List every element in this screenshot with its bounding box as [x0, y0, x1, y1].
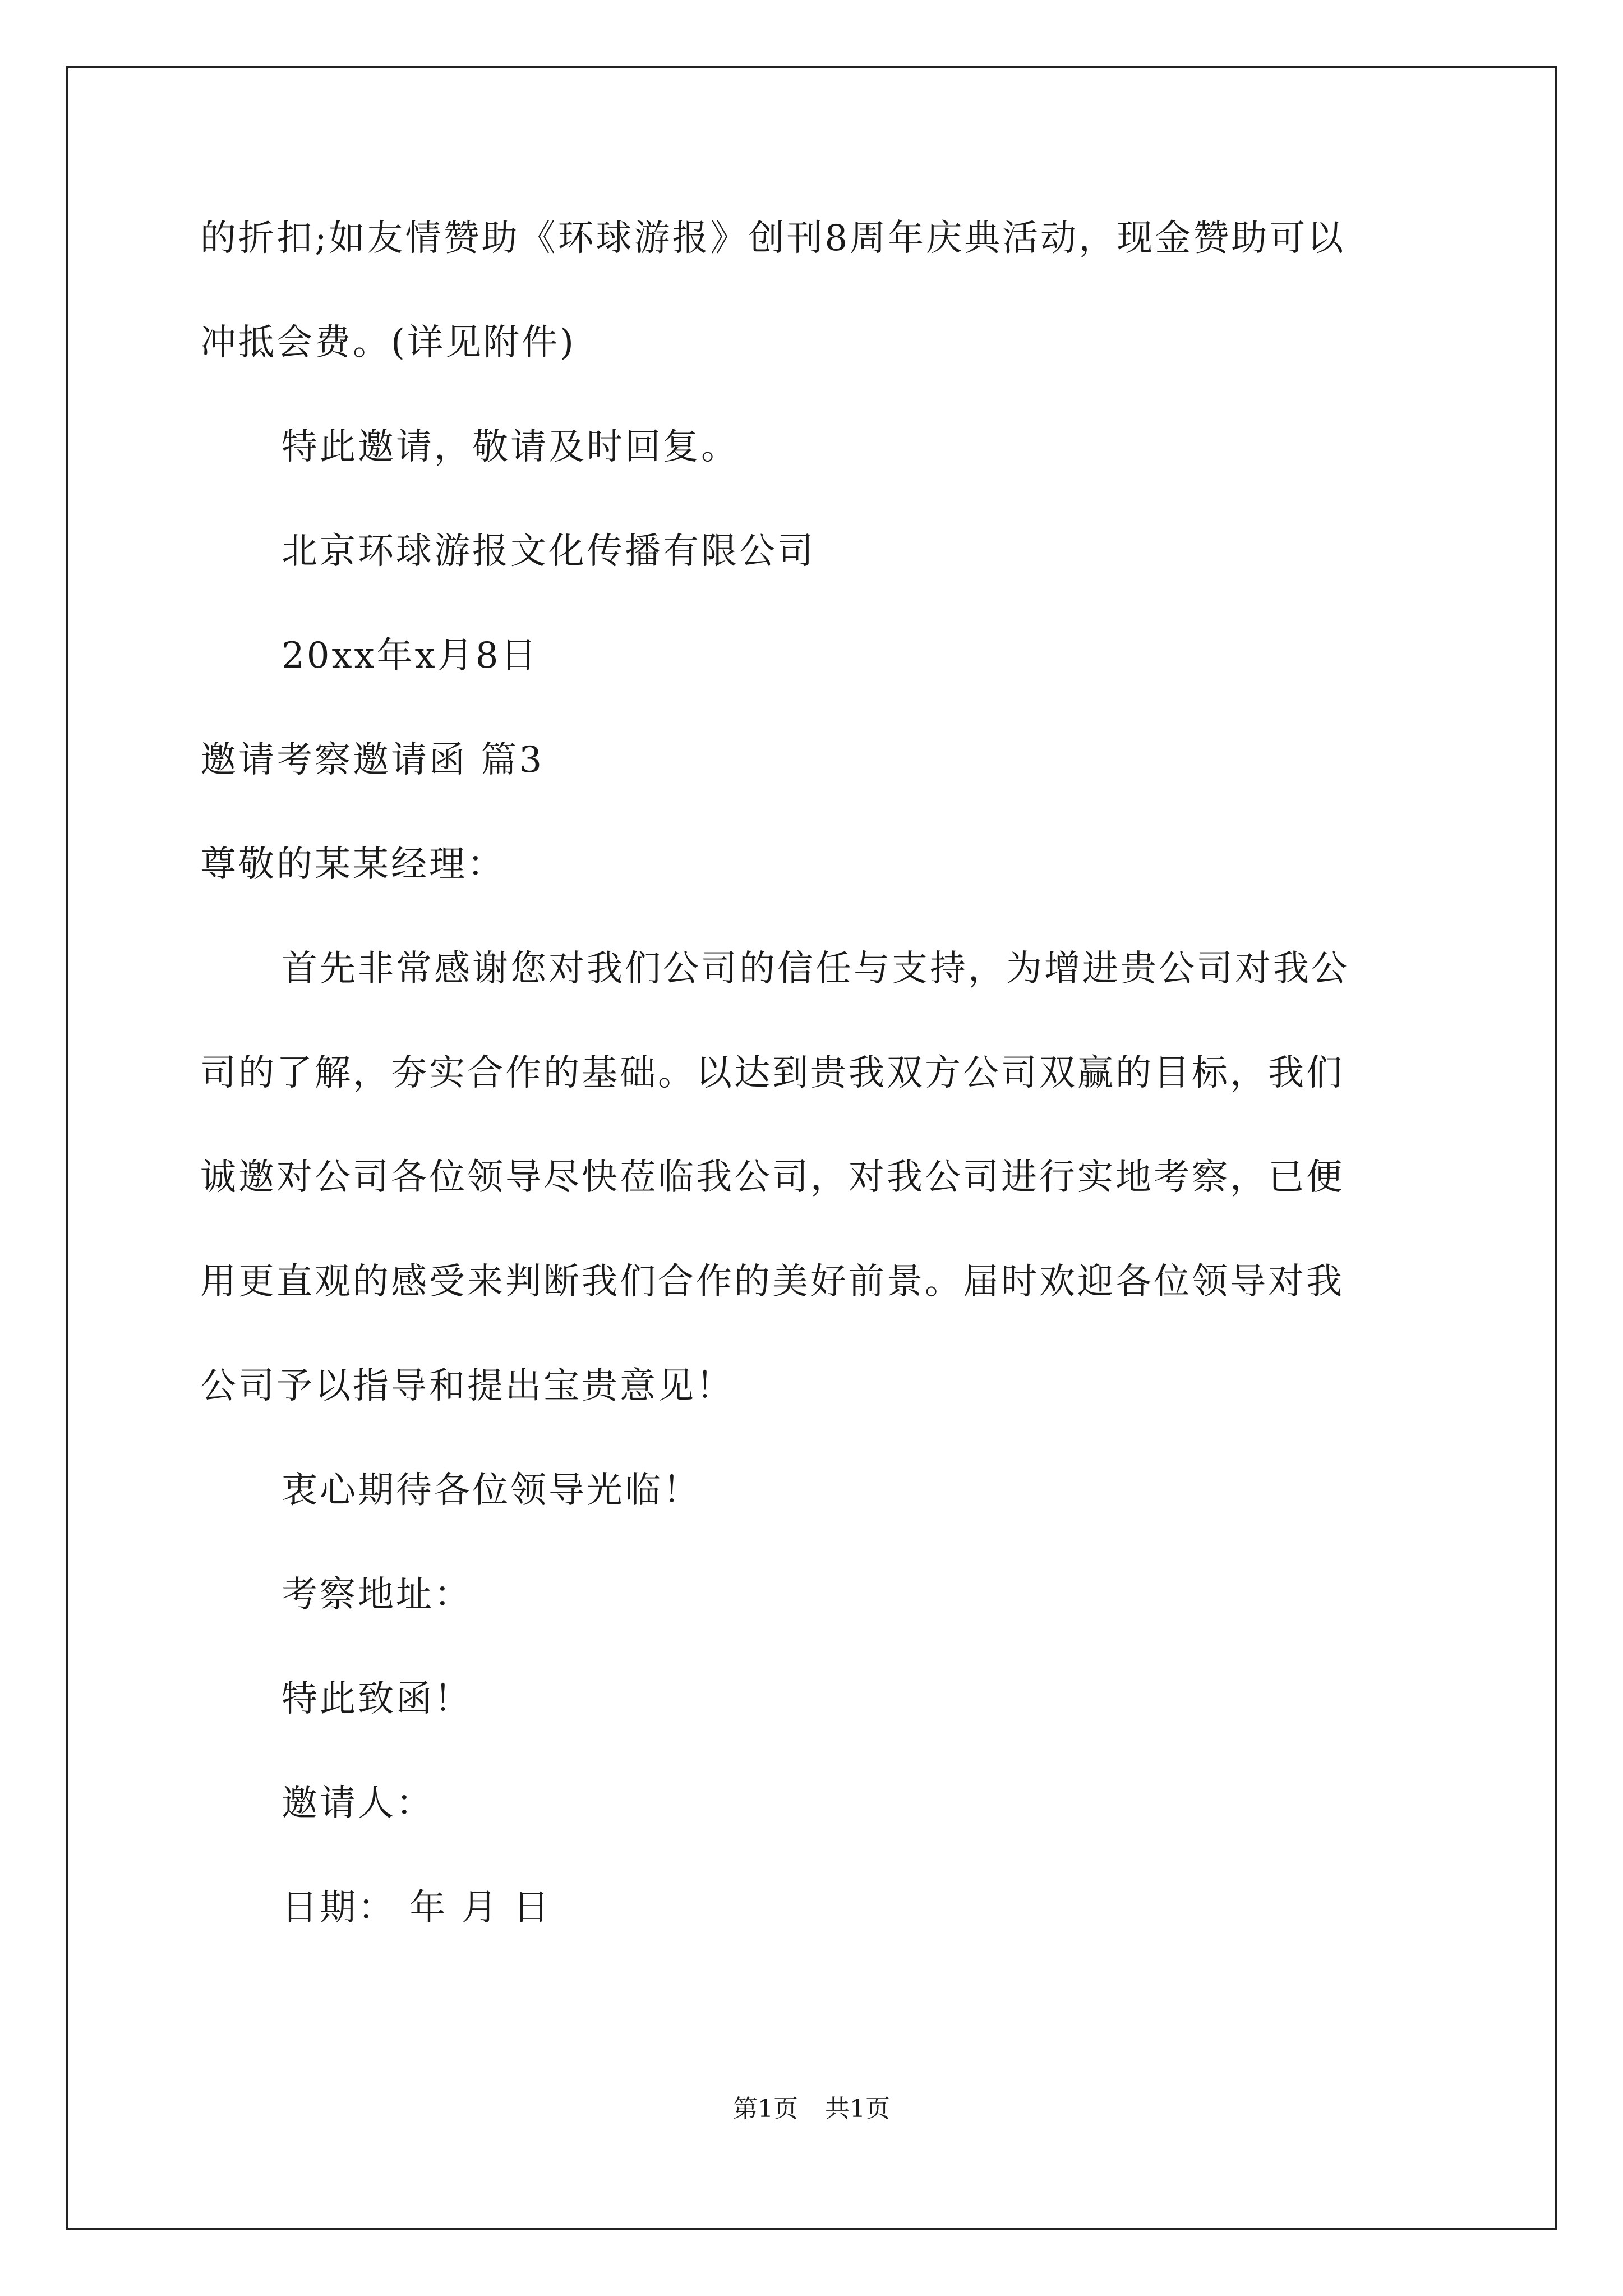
text-line: 诚邀对公司各位领导尽快莅临我公司，对我公司进行实地考察，已便: [200, 1157, 1344, 1198]
text-line: 特此邀请，敬请及时回复。: [282, 426, 739, 468]
salutation: 尊敬的某某经理：: [200, 844, 505, 885]
company-name: 北京环球游报文化传播有限公司: [282, 531, 815, 572]
letter-date: 20xx年x月8日: [282, 635, 539, 677]
address-label: 考察地址：: [282, 1574, 472, 1616]
document-body: [200, 213, 1434, 1987]
text-line: 冲抵会费。(详见附件): [200, 322, 576, 364]
text-line: 衷心期待各位领导光临！: [282, 1470, 701, 1511]
text-line: 特此致函！: [282, 1678, 472, 1720]
section-heading: 邀请考察邀请函 篇3: [200, 739, 545, 781]
date-label: 日期： 年 月 日: [282, 1887, 552, 1929]
text-line: 的折扣;如友情赞助《环球游报》创刊8周年庆典活动，现金赞助可以: [200, 218, 1346, 259]
text-line: 用更直观的感受来判断我们合作的美好前景。届时欢迎各位领导对我: [200, 1261, 1344, 1303]
inviter-label: 邀请人：: [282, 1783, 434, 1824]
text-line: 公司予以指导和提出宝贵意见！: [200, 1365, 734, 1407]
text-line: 司的了解，夯实合作的基础。以达到贵我双方公司双赢的目标，我们: [200, 1052, 1344, 1094]
page-footer: [0, 2092, 1623, 2126]
page-total: 共1页: [825, 2095, 890, 2123]
page-number: 第1页: [733, 2095, 798, 2123]
text-line: 首先非常感谢您对我们公司的信任与支持，为增进贵公司对我公: [282, 948, 1349, 990]
